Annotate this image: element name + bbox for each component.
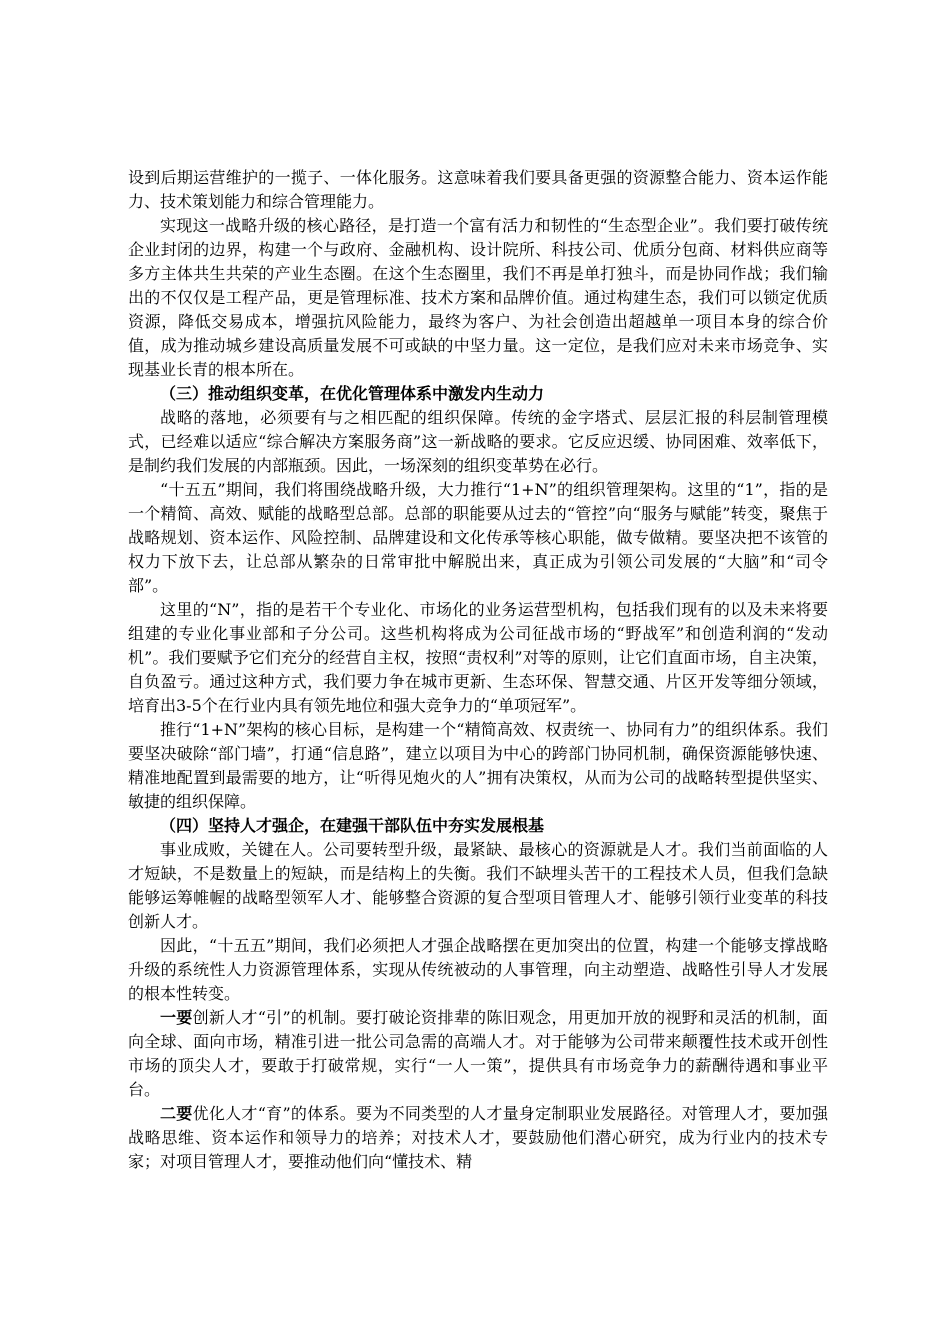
lead-label: 一要 bbox=[160, 1008, 193, 1027]
paragraph-body: 创新人才“引”的机制。要打破论资排辈的陈旧观念，用更加开放的视野和灵活的机制，面向全球、面向市场，精准引进一批公司急需的高端人才。对于能够为公司带来颠覆性技术或开创性市场的顶尖人才，要敢于打破常规，实行“一人一策”，提供具有市场竞争力的薪酬待遇和事业平台。 bbox=[128, 1008, 828, 1099]
paragraph-item-2 bbox=[128, 1102, 828, 1174]
paragraph-body: 优化人才“育”的体系。要为不同类型的人才量身定制职业发展路径。对管理人才，要加强战略思维、资本运作和领导力的培养；对技术人才，要鼓励他们潜心研究，成为行业内的技术专家；对项目管理人才，要推动他们向“懂技术、精 bbox=[128, 1104, 828, 1171]
paragraph: 因此，“十五五”期间，我们必须把人才强企战略摆在更加突出的位置，构建一个能够支撑战略升级的系统性人力资源管理体系，实现从传统被动的人事管理，向主动塑造、战略性引导人才发展的根本性转变。 bbox=[128, 936, 828, 1003]
paragraph-item-1 bbox=[128, 1006, 828, 1102]
paragraph: 推行“1+N”架构的核心目标，是构建一个“精简高效、权责统一、协同有力”的组织体系。我们要坚决破除“部门墙”，打通“信息路”，建立以项目为中心的跨部门协同机制，确保资源能够快速、精准地配置到最需要的地方，让“听得见炮火的人”拥有决策权，从而为公司的战略转型提供坚实、敏捷的组织保障。 bbox=[128, 720, 828, 811]
document-page bbox=[128, 166, 828, 1174]
lead-label: 二要 bbox=[160, 1104, 193, 1123]
paragraph: 设到后期运营维护的一揽子、一体化服务。这意味着我们要具备更强的资源整合能力、资本运作能力、技术策划能力和综合管理能力。 bbox=[128, 168, 828, 211]
section-heading-4: （四）坚持人才强企，在建强干部队伍中夯实发展根基 bbox=[160, 816, 545, 835]
paragraph: 实现这一战略升级的核心路径，是打造一个富有活力和韧性的“生态型企业”。我们要打破传统企业封闭的边界，构建一个与政府、金融机构、设计院所、科技公司、优质分包商、材料供应商等多方主体共生共荣的产业生态圈。在这个生态圈里，我们不再是单打独斗，而是协同作战；我们输出的不仅仅是工程产品，更是管理标准、技术方案和品牌价值。通过构建生态，我们可以锁定优质资源，降低交易成本，增强抗风险能力，最终为客户、为社会创造出超越单一项目本身的综合价值，成为推动城乡建设高质量发展不可或缺的中坚力量。这一定位，是我们应对未来市场竞争、实现基业长青的根本所在。 bbox=[128, 216, 828, 379]
paragraph: 事业成败，关键在人。公司要转型升级，最紧缺、最核心的资源就是人才。我们当前面临的人才短缺，不是数量上的短缺，而是结构上的失衡。我们不缺埋头苦干的工程技术人员，但我们急缺能够运筹帷幄的战略型领军人才、能够整合资源的复合型项目管理人才、能够引领行业变革的科技创新人才。 bbox=[128, 840, 828, 931]
paragraph: 这里的“N”，指的是若干个专业化、市场化的业务运营型机构，包括我们现有的以及未来将要组建的专业化事业部和子分公司。这些机构将成为公司征战市场的“野战军”和创造利润的“发动机”。我们要赋予它们充分的经营自主权，按照“责权利”对等的原则，让它们直面市场，自主决策，自负盈亏。通过这种方式，我们要力争在城市更新、生态环保、智慧交通、片区开发等细分领域，培育出3-5个在行业内具有领先地位和强大竞争力的“单项冠军”。 bbox=[128, 600, 828, 715]
paragraph: 战略的落地，必须要有与之相匹配的组织保障。传统的金字塔式、层层汇报的科层制管理模式，已经难以适应“综合解决方案服务商”这一新战略的要求。它反应迟缓、协同困难、效率低下，是制约我们发展的内部瓶颈。因此，一场深刻的组织变革势在必行。 bbox=[128, 408, 828, 475]
section-heading-3: （三）推动组织变革，在优化管理体系中激发内生动力 bbox=[160, 384, 545, 403]
paragraph: “十五五”期间，我们将围绕战略升级，大力推行“1+N”的组织管理架构。这里的“1”，指的是一个精简、高效、赋能的战略型总部。总部的职能要从过去的“管控”向“服务与赋能”转变，聚焦于战略规划、资本运作、风险控制、品牌建设和文化传承等核心职能，做专做精。要坚决把不该管的权力下放下去，让总部从繁杂的日常审批中解脱出来，真正成为引领公司发展的“大脑”和“司令部”。 bbox=[128, 480, 828, 595]
